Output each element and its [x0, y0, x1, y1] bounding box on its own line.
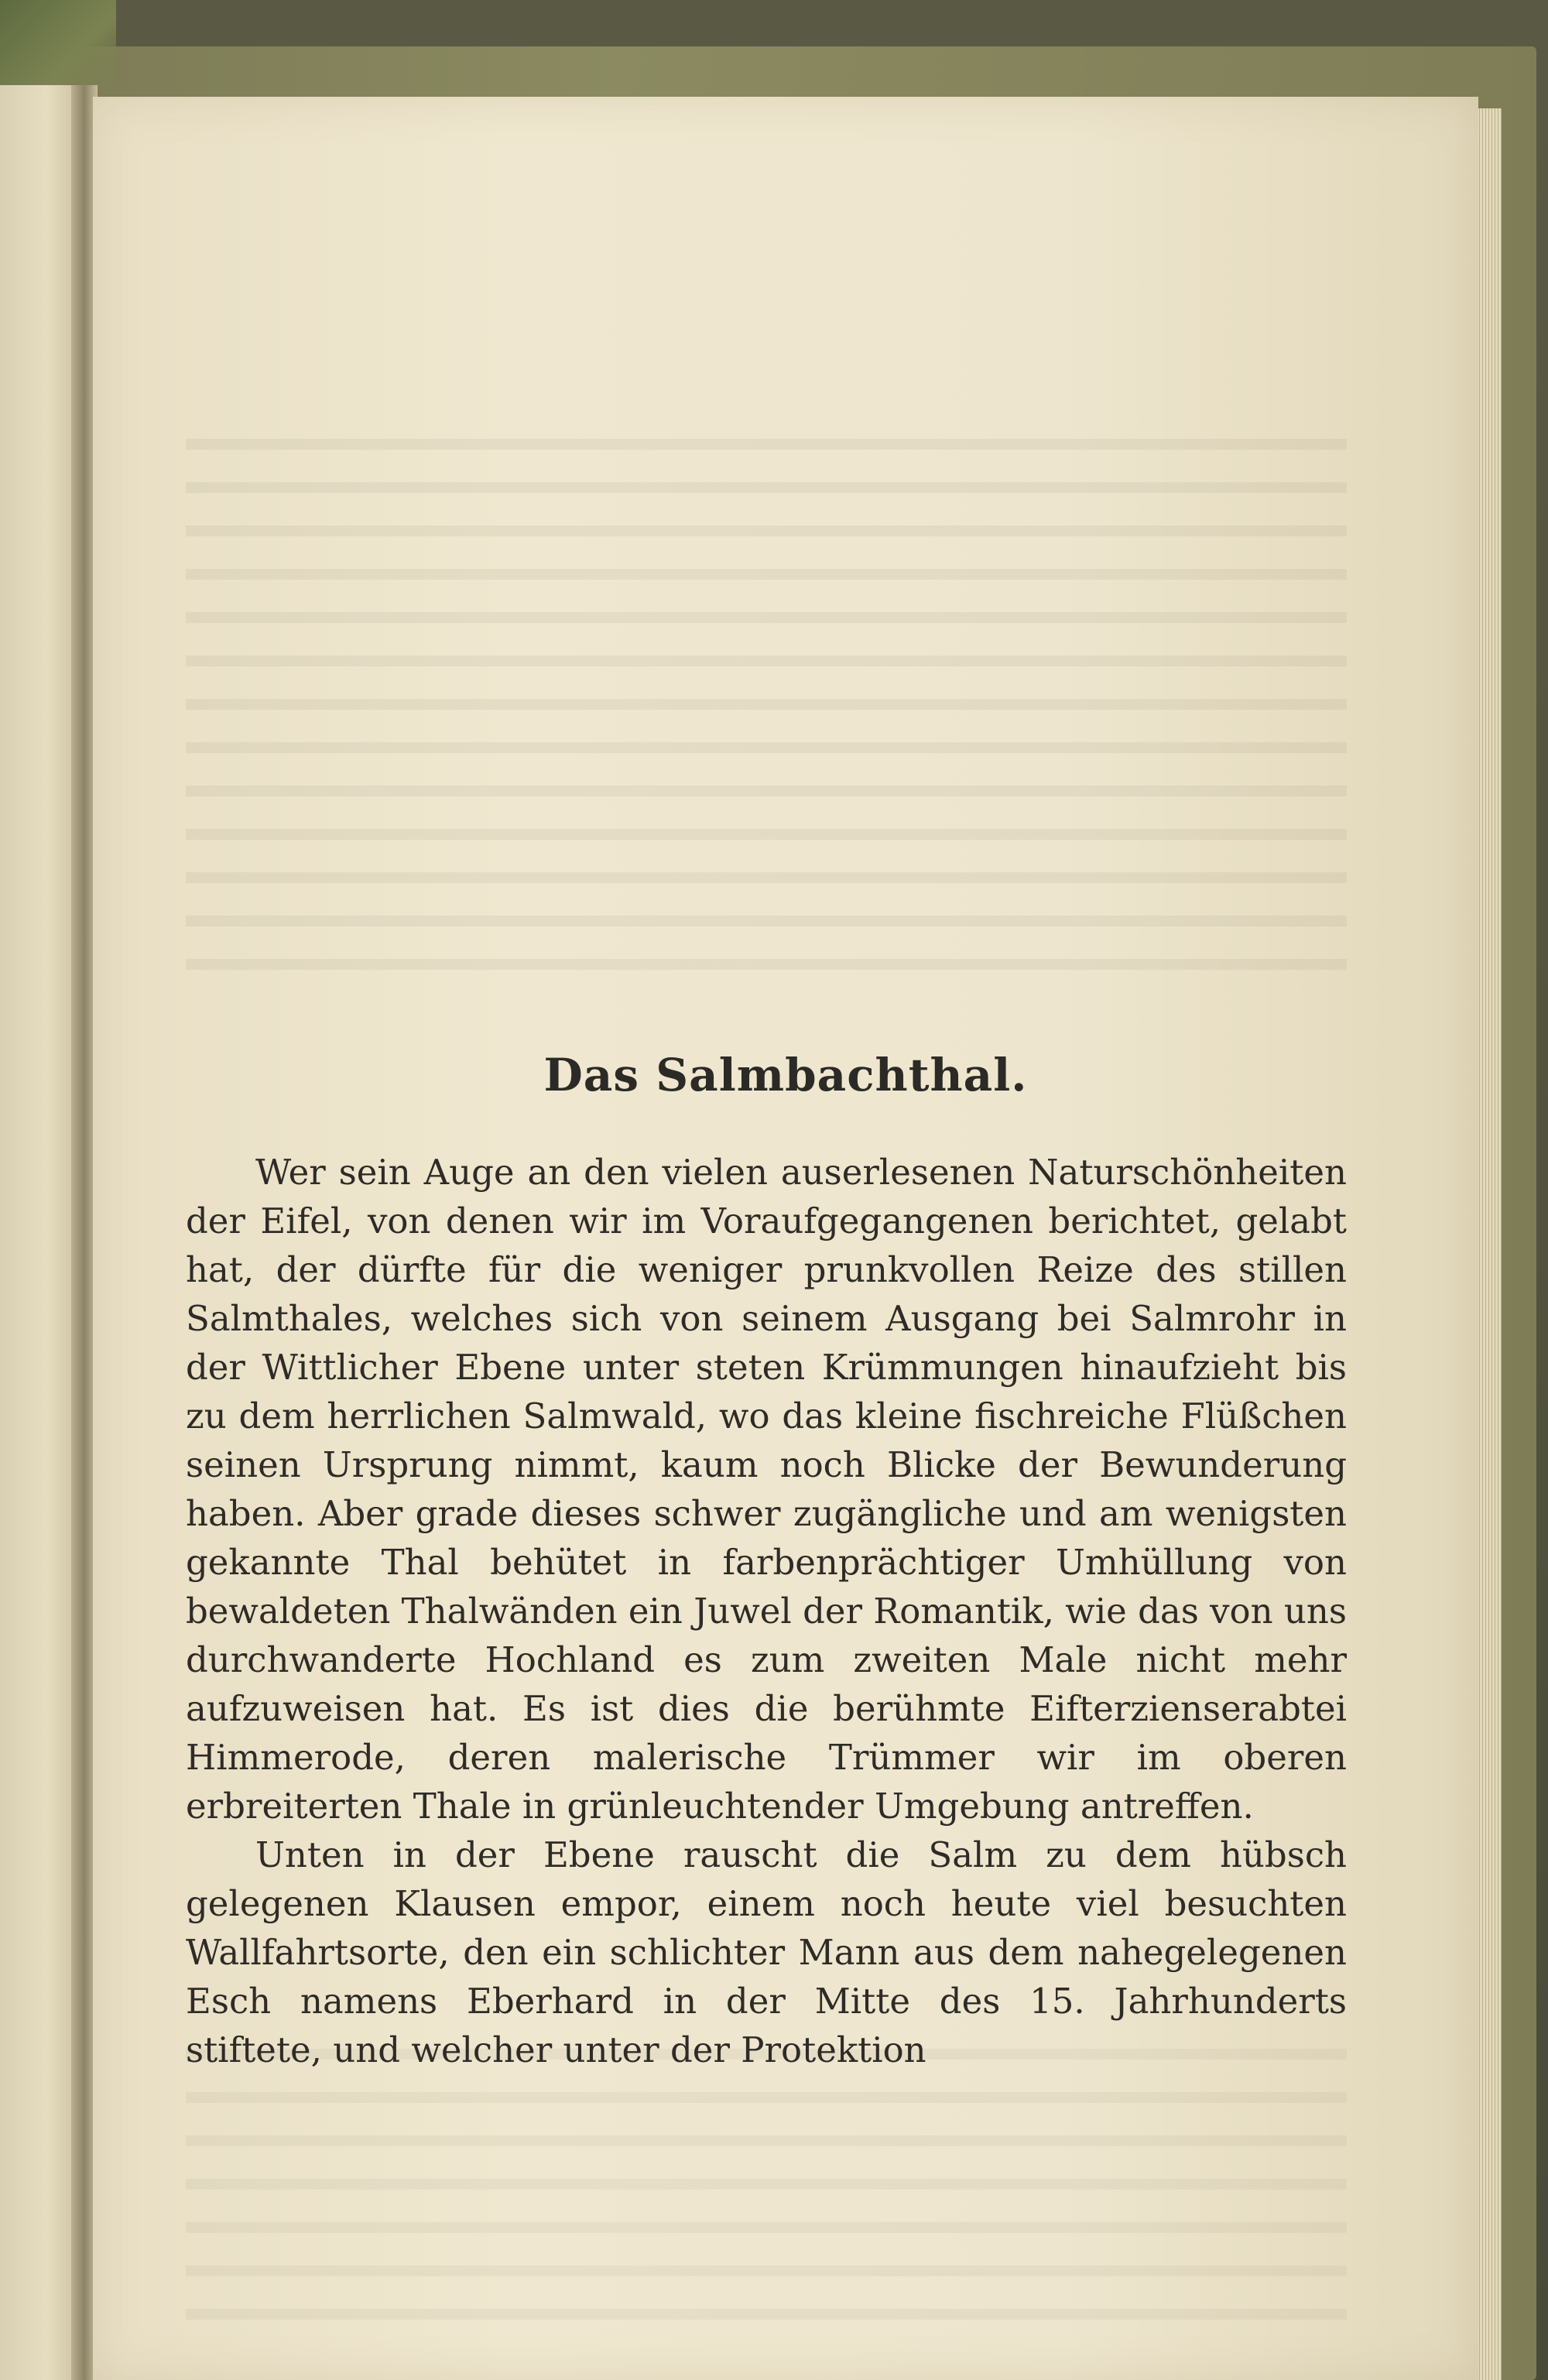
paragraph: Unten in der Ebene rauscht die Salm zu dem hübsch gelegenen Klausen empor, einem noch heute viel besuchten Wallfahrtsorte, den ein schlichter Mann aus dem nahegelegenen Esch namens Eberhard in der Mitte des 15. Jahrhunderts stiftete, und welcher unter der Protektion	[186, 1834, 1347, 2070]
body-text	[186, 1148, 1347, 2074]
show-through-text	[186, 406, 1347, 987]
left-page-edge	[0, 85, 77, 2380]
chapter-heading: Das Salmbachthal.	[543, 1049, 1028, 1101]
book-page	[93, 97, 1478, 2380]
paragraph: Wer sein Auge an den vielen auserlesenen Naturschönheiten der Eifel, von denen wir im Voraufgegangenen berichtet, gelabt hat, der dürfte für die weniger prunkvollen Reize des stillen Salmthales, welches sich von seinem Ausgang bei Salmrohr in der Wittlicher Ebene unter steten Krümmungen hinaufzieht bis zu dem herrlichen Salmwald, wo das kleine fischreiche Flüßchen seinen Ursprung nimmt, kaum noch Blicke der Bewunderung haben. Aber grade dieses schwer zugängliche und am wenigsten gekannte Thal behütet in farbenprächtiger Umhüllung von bewaldeten Thalwänden ein Juwel der Romantik, wie das von uns durchwanderte Hochland es zum zweiten Male nicht mehr aufzuweisen hat. Es ist dies die berühmte Eifterzienserabtei Himmerode, deren malerische Trümmer wir im oberen erbreiterten Thale in grünleuchtender Umgebung antreffen.	[186, 1152, 1347, 1827]
